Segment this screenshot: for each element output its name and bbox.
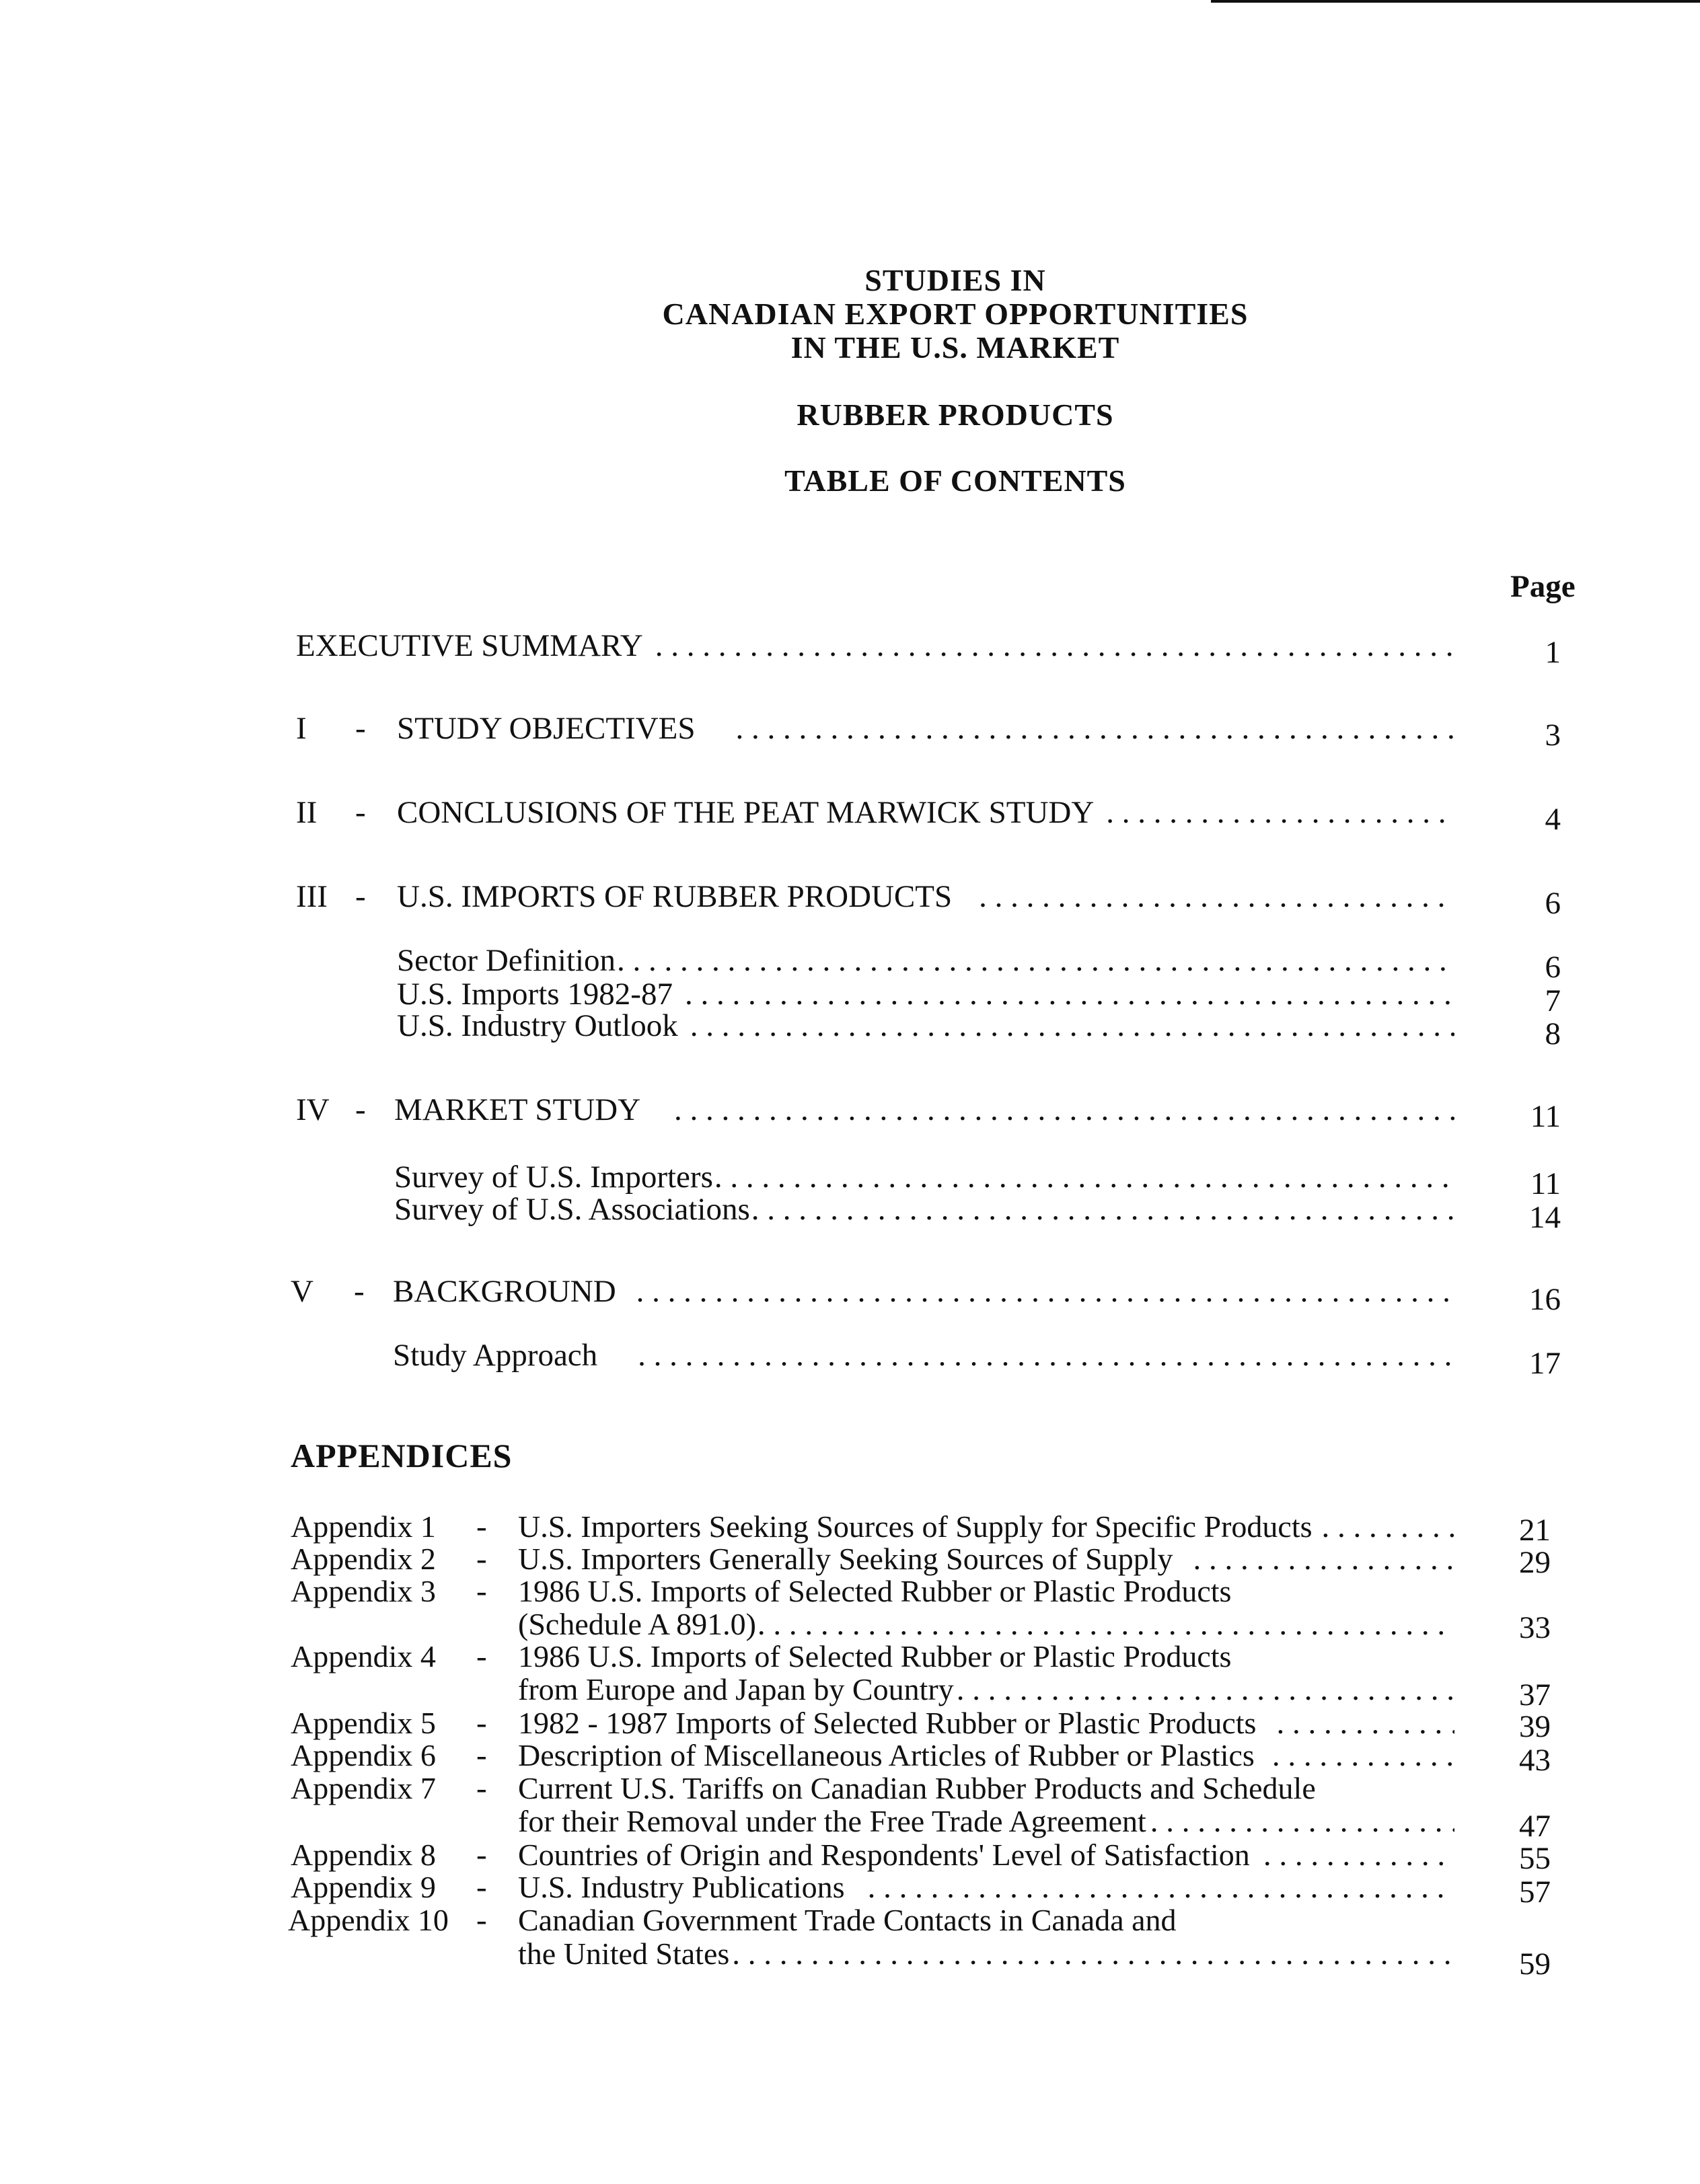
section-number: III xyxy=(296,879,328,914)
section-number: V xyxy=(291,1274,313,1309)
dot-leader xyxy=(655,629,1454,663)
dot-leader xyxy=(957,1673,1454,1706)
toc-page-number: 11 xyxy=(1530,1099,1561,1134)
appendix-entry-3[interactable] xyxy=(518,1608,1460,1641)
toc-page-number: 16 xyxy=(1529,1282,1561,1317)
toc-entry-title: U.S. Industry Outlook xyxy=(397,1008,678,1043)
page-column-heading: Page xyxy=(1510,569,1576,604)
toc-entry-market-study[interactable] xyxy=(394,1093,1460,1127)
appendix-page-number: 33 xyxy=(1519,1610,1551,1645)
appendix-entry-5[interactable] xyxy=(518,1706,1460,1740)
appendix-label: Appendix 7 xyxy=(291,1771,436,1805)
appendix-label: Appendix 2 xyxy=(291,1542,436,1576)
appendix-page-number: 39 xyxy=(1519,1709,1551,1744)
subject-title: RUBBER PRODUCTS xyxy=(797,398,1114,432)
appendix-title-continued: (Schedule A 891.0) xyxy=(518,1607,756,1641)
toc-page-number: 1 xyxy=(1545,635,1561,670)
dot-leader xyxy=(636,1275,1454,1308)
appendix-entry-10[interactable] xyxy=(518,1937,1460,1971)
toc-entry-executive-summary[interactable] xyxy=(296,629,1460,663)
section-dash: - xyxy=(355,1092,366,1127)
dot-leader xyxy=(1322,1510,1454,1544)
appendix-title: 1986 U.S. Imports of Selected Rubber or Plastic Products xyxy=(518,1574,1232,1608)
toc-subentry-us-industry-outlook[interactable] xyxy=(397,1009,1460,1043)
toc-entry-title: U.S. IMPORTS OF RUBBER PRODUCTS xyxy=(397,879,953,914)
dot-leader xyxy=(732,1937,1454,1971)
section-number: II xyxy=(296,795,318,830)
appendix-title: Current U.S. Tariffs on Canadian Rubber Products and Schedule xyxy=(518,1771,1316,1805)
appendix-dash: - xyxy=(476,1706,487,1741)
appendix-entry-6[interactable] xyxy=(518,1739,1460,1772)
appendix-page-number: 21 xyxy=(1519,1513,1551,1548)
appendix-title: U.S. Importers Generally Seeking Sources of Supply xyxy=(518,1542,1173,1576)
appendix-entry-8[interactable] xyxy=(518,1838,1460,1872)
toc-entry-title: MARKET STUDY xyxy=(394,1092,641,1127)
section-number: IV xyxy=(296,1092,330,1127)
appendix-title: U.S. Industry Publications xyxy=(518,1870,845,1904)
dot-leader xyxy=(685,977,1454,1011)
appendix-entry-2[interactable] xyxy=(518,1542,1460,1576)
toc-page-number: 14 xyxy=(1529,1200,1561,1235)
appendix-dash: - xyxy=(476,1738,487,1773)
appendices-heading: APPENDICES xyxy=(291,1437,513,1474)
appendix-label: Appendix 10 xyxy=(288,1903,449,1937)
toc-page-number: 4 xyxy=(1545,802,1561,837)
toc-subentry-sector-definition[interactable] xyxy=(397,944,1460,977)
toc-entry-title: Survey of U.S. Importers xyxy=(394,1160,713,1195)
appendix-dash: - xyxy=(476,1542,487,1577)
toc-entry-title: STUDY OBJECTIVES xyxy=(397,711,696,746)
toc-entry-us-imports[interactable] xyxy=(397,880,1460,913)
appendix-label: Appendix 5 xyxy=(291,1706,436,1740)
section-dash: - xyxy=(355,711,366,746)
toc-entry-title: EXECUTIVE SUMMARY xyxy=(296,628,643,663)
appendix-page-number: 29 xyxy=(1519,1545,1551,1580)
toc-page-number: 8 xyxy=(1545,1016,1561,1051)
toc-page-number: 7 xyxy=(1545,983,1561,1018)
appendix-entry-4[interactable] xyxy=(518,1673,1460,1706)
appendix-page-number: 43 xyxy=(1519,1743,1551,1778)
dot-leader xyxy=(1106,796,1454,829)
toc-page-number: 3 xyxy=(1545,718,1561,753)
toc-page-number: 6 xyxy=(1545,950,1561,985)
appendix-dash: - xyxy=(476,1509,487,1544)
appendix-entry-7[interactable] xyxy=(518,1805,1460,1838)
appendix-title: Description of Miscellaneous Articles of Rubber or Plastics xyxy=(518,1738,1255,1772)
toc-subentry-survey-associations[interactable] xyxy=(394,1193,1460,1226)
dot-leader xyxy=(638,1339,1454,1372)
toc-entry-background[interactable] xyxy=(393,1275,1460,1308)
appendix-entry-1[interactable] xyxy=(518,1510,1460,1544)
toc-title: TABLE OF CONTENTS xyxy=(784,463,1126,498)
appendix-entry-9[interactable] xyxy=(518,1871,1460,1904)
dot-leader xyxy=(751,1193,1454,1226)
dot-leader xyxy=(617,944,1454,977)
title-line-3: IN THE U.S. MARKET xyxy=(790,330,1120,365)
appendix-title: U.S. Importers Seeking Sources of Supply for Specific Products xyxy=(518,1509,1313,1544)
appendix-title-continued: for their Removal under the Free Trade Agreement xyxy=(518,1804,1146,1838)
section-number: I xyxy=(296,711,307,746)
appendix-title: 1986 U.S. Imports of Selected Rubber or Plastic Products xyxy=(518,1639,1232,1673)
toc-page-number: 6 xyxy=(1545,886,1561,921)
appendix-page-number: 59 xyxy=(1519,1947,1551,1982)
appendix-label: Appendix 4 xyxy=(291,1639,436,1673)
dot-leader xyxy=(1150,1805,1454,1838)
title-line-2: CANADIAN EXPORT OPPORTUNITIES xyxy=(662,297,1249,331)
toc-subentry-us-imports-1982-87[interactable] xyxy=(397,977,1460,1011)
appendix-dash: - xyxy=(476,1574,487,1609)
toc-entry-title: U.S. Imports 1982-87 xyxy=(397,977,673,1012)
top-edge-rule xyxy=(1211,0,1700,3)
appendix-dash: - xyxy=(476,1771,487,1806)
dot-leader xyxy=(868,1871,1454,1904)
dot-leader xyxy=(690,1009,1454,1043)
toc-entry-title: Sector Definition xyxy=(397,943,616,978)
toc-entry-study-objectives[interactable] xyxy=(397,712,1460,745)
appendix-page-number: 47 xyxy=(1519,1809,1551,1844)
dot-leader xyxy=(674,1093,1454,1127)
appendix-page-number: 57 xyxy=(1519,1875,1551,1910)
appendix-dash: - xyxy=(476,1639,487,1674)
appendix-title-continued: from Europe and Japan by Country xyxy=(518,1672,954,1706)
toc-subentry-study-approach[interactable] xyxy=(393,1339,1460,1372)
dot-leader xyxy=(979,880,1454,913)
appendix-label: Appendix 6 xyxy=(291,1738,436,1772)
section-dash: - xyxy=(354,1274,365,1309)
appendix-dash: - xyxy=(476,1838,487,1873)
toc-entry-title: BACKGROUND xyxy=(393,1274,616,1309)
appendix-label: Appendix 8 xyxy=(291,1838,436,1872)
appendix-title: Canadian Government Trade Contacts in Canada and xyxy=(518,1903,1177,1937)
appendix-page-number: 55 xyxy=(1519,1841,1551,1876)
appendix-page-number: 37 xyxy=(1519,1678,1551,1712)
appendix-label: Appendix 9 xyxy=(291,1870,436,1904)
dot-leader xyxy=(1193,1542,1454,1576)
appendix-dash: - xyxy=(476,1870,487,1905)
appendix-label: Appendix 3 xyxy=(291,1574,436,1608)
appendix-label: Appendix 1 xyxy=(291,1509,436,1544)
section-dash: - xyxy=(355,795,366,830)
dot-leader xyxy=(1263,1838,1454,1872)
toc-subentry-survey-importers[interactable] xyxy=(394,1160,1460,1194)
dot-leader xyxy=(1276,1706,1454,1740)
section-dash: - xyxy=(355,879,366,914)
toc-entry-title: Survey of U.S. Associations xyxy=(394,1192,750,1227)
toc-page-number: 11 xyxy=(1530,1166,1561,1201)
dot-leader xyxy=(735,712,1454,745)
toc-page-number: 17 xyxy=(1529,1346,1561,1381)
title-line-1: STUDIES IN xyxy=(864,263,1046,297)
toc-entry-conclusions[interactable] xyxy=(397,796,1460,829)
dot-leader xyxy=(714,1160,1454,1194)
appendix-title: Countries of Origin and Respondents' Level of Satisfaction xyxy=(518,1838,1250,1872)
dot-leader xyxy=(757,1608,1454,1641)
appendix-dash: - xyxy=(476,1903,487,1938)
dot-leader xyxy=(1272,1739,1454,1772)
toc-entry-title: Study Approach xyxy=(393,1338,598,1373)
toc-entry-title: CONCLUSIONS OF THE PEAT MARWICK STUDY xyxy=(397,795,1095,830)
appendix-title: 1982 - 1987 Imports of Selected Rubber or Plastic Products xyxy=(518,1706,1257,1740)
appendix-title-continued: the United States xyxy=(518,1936,730,1971)
